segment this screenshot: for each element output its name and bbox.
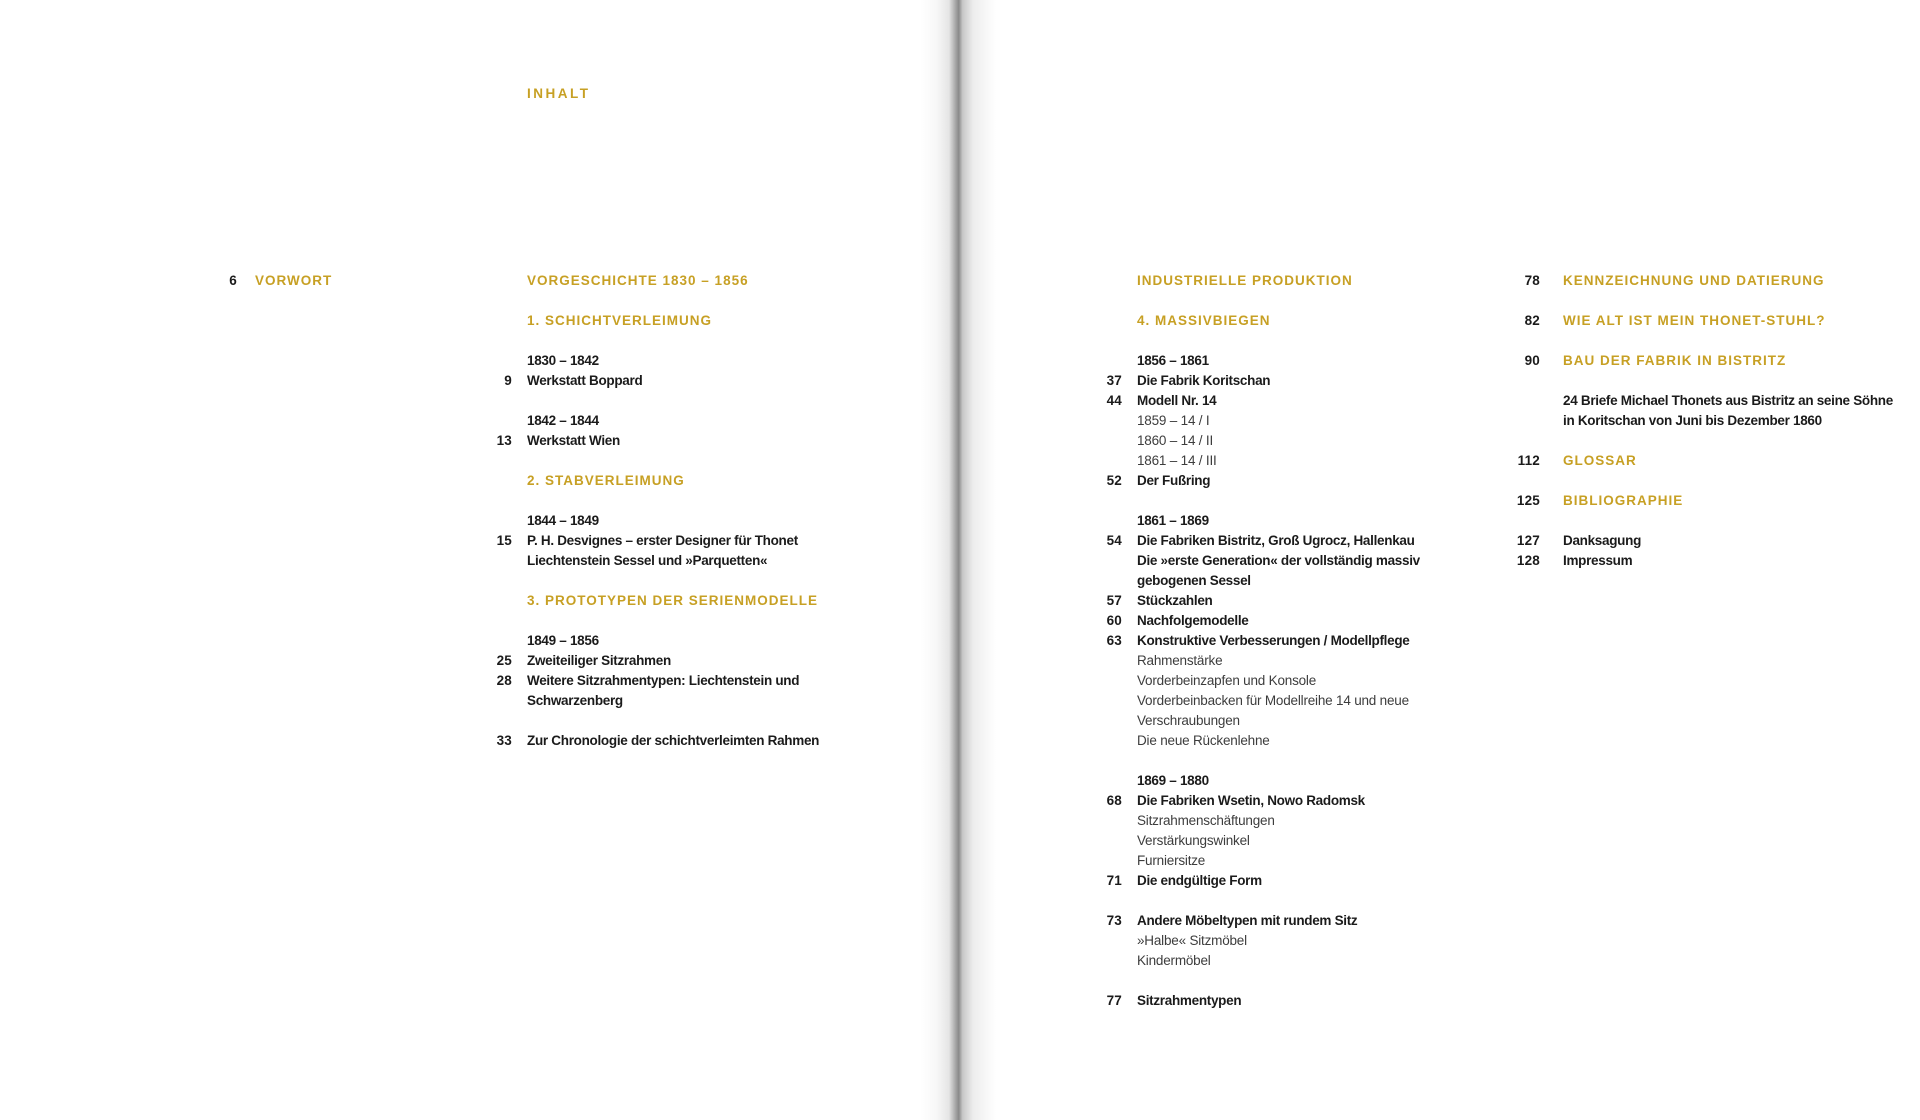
toc-heading: WIE ALT IST MEIN THONET-STUHL? [1563, 313, 1826, 328]
toc-heading: INDUSTRIELLE PRODUKTION [1137, 273, 1353, 288]
toc-row [527, 631, 819, 651]
toc-entry: 1869 – 1880 [1137, 773, 1209, 788]
toc-heading: VORGESCHICHTE 1830 – 1856 [527, 273, 749, 288]
toc-entry: Weitere Sitzrahmentypen: Liechtenstein und [527, 673, 800, 688]
toc-heading: 2. STABVERLEIMUNG [527, 473, 685, 488]
toc-entry: P. H. Desvignes – erster Designer für Thonet [527, 533, 798, 548]
toc-row [229, 271, 333, 291]
page-number: 60 [1106, 613, 1122, 628]
toc-row [527, 471, 819, 491]
toc-row [1137, 431, 1420, 451]
toc-entry: 1830 – 1842 [527, 353, 599, 368]
toc-row [1106, 791, 1420, 811]
toc-row [1106, 611, 1420, 631]
toc-row [1137, 831, 1420, 851]
toc-row [527, 511, 819, 531]
page-number: 15 [496, 533, 512, 548]
toc-row [1524, 351, 1893, 371]
toc-entry: Die endgültige Form [1137, 873, 1262, 888]
page-number: 57 [1106, 593, 1122, 608]
toc-row [1563, 411, 1893, 431]
toc-entry: 24 Briefe Michael Thonets aus Bistritz an seine Söhne [1563, 393, 1893, 408]
toc-row [1516, 531, 1893, 551]
toc-row [1137, 571, 1420, 591]
toc-row [1137, 411, 1420, 431]
page-number: 37 [1106, 373, 1122, 388]
page-number: 63 [1106, 633, 1122, 648]
toc-entry: Nachfolgemodelle [1137, 613, 1249, 628]
toc-entry: Die »erste Generation« der vollständig massiv [1137, 553, 1420, 568]
toc-row [1137, 951, 1420, 971]
toc-entry: »Halbe« Sitzmöbel [1137, 933, 1247, 948]
toc-entry: Werkstatt Wien [527, 433, 620, 448]
page-number: 6 [229, 273, 237, 288]
toc-entry: in Koritschan von Juni bis Dezember 1860 [1563, 413, 1822, 428]
toc-entry: Danksagung [1563, 533, 1642, 548]
toc-row [527, 691, 819, 711]
toc-spacer [527, 491, 819, 511]
toc-entry: Liechtenstein Sessel und »Parquetten« [527, 553, 768, 568]
toc-spacer [527, 391, 819, 411]
toc-row [1137, 731, 1420, 751]
toc-row [1137, 271, 1420, 291]
page-number: 77 [1106, 993, 1122, 1008]
toc-row [527, 551, 819, 571]
toc-row [1106, 591, 1420, 611]
toc-row [527, 351, 819, 371]
toc-row [496, 531, 819, 551]
industrielle-produktion-column [1106, 271, 1420, 1011]
page-number: 33 [496, 733, 512, 748]
toc-entry: 1849 – 1856 [527, 633, 599, 648]
toc-entry: Die neue Rückenlehne [1137, 733, 1270, 748]
toc-entry: Verstärkungswinkel [1137, 833, 1250, 848]
page-number: 54 [1106, 533, 1122, 548]
toc-entry: Modell Nr. 14 [1137, 393, 1217, 408]
toc-row [1106, 631, 1420, 651]
toc-row [1137, 351, 1420, 371]
toc-entry: Furniersitze [1137, 853, 1206, 868]
page-number: 25 [496, 653, 512, 668]
page-gutter-shadow [920, 0, 996, 1120]
toc-row [1106, 531, 1420, 551]
toc-row [1524, 271, 1893, 291]
toc-entry: Andere Möbeltypen mit rundem Sitz [1137, 913, 1358, 928]
page-number: 82 [1524, 313, 1540, 328]
toc-row [1137, 451, 1420, 471]
toc-entry: Konstruktive Verbesserungen / Modellpflege [1137, 633, 1410, 648]
toc-row [496, 431, 819, 451]
toc-entry: Der Fußring [1137, 473, 1211, 488]
page-number: 127 [1516, 533, 1540, 548]
page-number: 13 [496, 433, 512, 448]
toc-spacer [1137, 971, 1420, 991]
toc-entry: Verschraubungen [1137, 713, 1240, 728]
toc-row [1106, 871, 1420, 891]
toc-heading: 3. PROTOTYPEN DER SERIENMODELLE [527, 593, 819, 608]
toc-entry: Impressum [1563, 553, 1633, 568]
page-number: 90 [1524, 353, 1540, 368]
toc-spacer [1563, 331, 1893, 351]
page-number: 125 [1516, 493, 1540, 508]
toc-spacer [527, 611, 819, 631]
toc-spacer [1563, 471, 1893, 491]
toc-spacer [1137, 291, 1420, 311]
page-number: 112 [1517, 453, 1540, 468]
toc-entry: Vorderbeinbacken für Modellreihe 14 und neue [1137, 693, 1409, 708]
toc-entry: Kindermöbel [1137, 953, 1211, 968]
page-number: 73 [1106, 913, 1122, 928]
toc-spacer [1563, 371, 1893, 391]
toc-spacer [1137, 491, 1420, 511]
page-number: 71 [1106, 873, 1122, 888]
toc-row [527, 311, 819, 331]
toc-heading: GLOSSAR [1563, 453, 1637, 468]
toc-row [527, 411, 819, 431]
toc-row [527, 271, 819, 291]
page-number: 44 [1106, 393, 1122, 408]
toc-spacer [1137, 891, 1420, 911]
vorwort-column [229, 271, 333, 291]
toc-row [1516, 491, 1893, 511]
toc-row [1106, 991, 1420, 1011]
toc-spacer [1563, 291, 1893, 311]
toc-spacer [1563, 511, 1893, 531]
toc-entry: 1860 – 14 / II [1137, 433, 1214, 448]
toc-entry: Rahmenstärke [1137, 653, 1223, 668]
page-number: 78 [1524, 273, 1540, 288]
page-number: 128 [1516, 553, 1540, 568]
toc-row [1137, 771, 1420, 791]
toc-spacer [527, 711, 819, 731]
toc-row [1137, 811, 1420, 831]
toc-row [1517, 451, 1893, 471]
toc-row [1137, 511, 1420, 531]
toc-row [1137, 931, 1420, 951]
toc-spacer [1137, 331, 1420, 351]
vorgeschichte-column [496, 271, 820, 751]
toc-row [1137, 691, 1420, 711]
toc-row [1137, 311, 1420, 331]
toc-entry: Die Fabriken Bistritz, Groß Ugrocz, Hallenkau [1137, 533, 1415, 548]
toc-entry: Stückzahlen [1137, 593, 1213, 608]
toc-row [1106, 371, 1420, 391]
toc-entry: Vorderbeinzapfen und Konsole [1137, 673, 1317, 688]
toc-entry: Die Fabrik Koritschan [1137, 373, 1271, 388]
toc-heading: VORWORT [255, 273, 333, 288]
toc-row [504, 371, 819, 391]
toc-entry: Die Fabriken Wsetin, Nowo Radomsk [1137, 793, 1365, 808]
toc-row [1106, 911, 1420, 931]
toc-heading: 1. SCHICHTVERLEIMUNG [527, 313, 713, 328]
toc-row [1137, 711, 1420, 731]
toc-row [527, 591, 819, 611]
toc-spacer [1137, 751, 1420, 771]
toc-row [496, 731, 820, 751]
toc-spacer [527, 571, 819, 591]
toc-entry: Zweiteiliger Sitzrahmen [527, 653, 671, 668]
toc-row [1137, 671, 1420, 691]
page-number: 68 [1106, 793, 1122, 808]
page-number: 28 [496, 673, 512, 688]
toc-heading: BAU DER FABRIK IN BISTRITZ [1563, 353, 1787, 368]
toc-spacer [1563, 431, 1893, 451]
toc-entry: Sitzrahmenschäftungen [1137, 813, 1275, 828]
toc-row [1563, 391, 1893, 411]
toc-entry: 1844 – 1849 [527, 513, 599, 528]
toc-row [1137, 551, 1420, 571]
toc-row [1516, 551, 1893, 571]
toc-entry: Schwarzenberg [527, 693, 623, 708]
toc-entry: 1859 – 14 / I [1137, 413, 1210, 428]
toc-row [1137, 651, 1420, 671]
toc-heading: 4. MASSIVBIEGEN [1137, 313, 1271, 328]
toc-spacer [527, 451, 819, 471]
toc-entry: 1861 – 1869 [1137, 513, 1209, 528]
toc-entry: Sitzrahmentypen [1137, 993, 1242, 1008]
toc-entry: gebogenen Sessel [1137, 573, 1251, 588]
anhang-column [1516, 271, 1893, 571]
page-number: 52 [1106, 473, 1122, 488]
toc-row [1106, 391, 1420, 411]
toc-row [1106, 471, 1420, 491]
page-number: 9 [504, 373, 512, 388]
toc-row [496, 651, 819, 671]
toc-row [1137, 851, 1420, 871]
page-title: INHALT [527, 86, 591, 101]
toc-heading: BIBLIOGRAPHIE [1563, 493, 1684, 508]
toc-row [1524, 311, 1893, 331]
toc-entry: 1861 – 14 / III [1137, 453, 1217, 468]
toc-heading: KENNZEICHNUNG UND DATIERUNG [1563, 273, 1825, 288]
toc-entry: Werkstatt Boppard [527, 373, 643, 388]
toc-spacer [527, 331, 819, 351]
toc-entry: Zur Chronologie der schichtverleimten Rahmen [527, 733, 820, 748]
toc-row [496, 671, 819, 691]
toc-entry: 1842 – 1844 [527, 413, 599, 428]
toc-spacer [527, 291, 819, 311]
toc-entry: 1856 – 1861 [1137, 353, 1209, 368]
